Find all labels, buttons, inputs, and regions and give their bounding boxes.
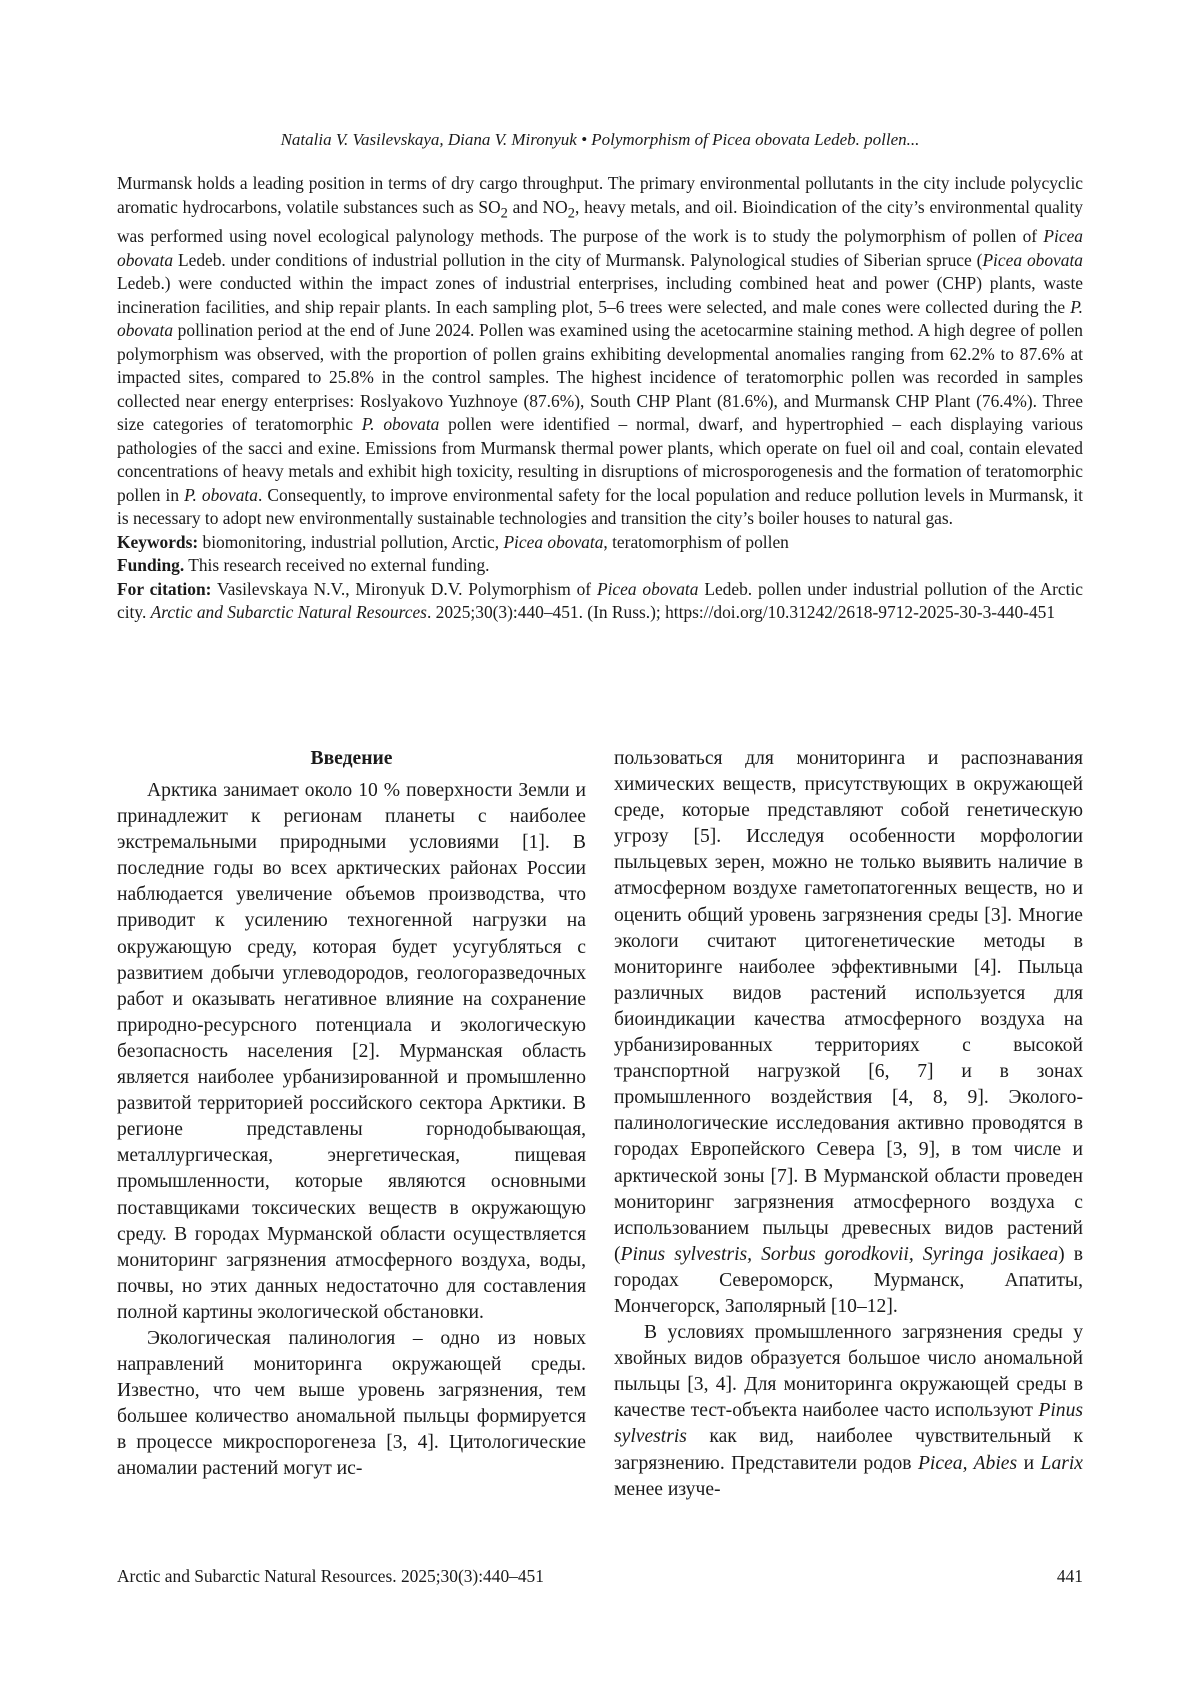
right-column	[614, 746, 1083, 1503]
running-head	[117, 130, 1083, 150]
paragraph: В условиях промышленного загрязнения среды у хвойных видов образуется большое число аномальной пыльцы [3, 4]. Для мониторинга окружающей среды в качестве тест-объекта наиболее часто используют Pinus sylvestris как вид, наиболее чувствительный к загрязнению. Представители родов Picea, Abies и Larix менее изуче-	[614, 1322, 1084, 1500]
footer-page-number: 441	[1056, 1566, 1083, 1586]
paragraph: пользоваться для мониторинга и распознавания химических веществ, присутствующих в окружающей среде, которые представляют собой генетическую угрозу [5]. Исследуя особенности морфологии пыльцевых зерен, можно не только выявить наличие в атмосферном воздухе гаметопатогенных веществ, но и оценить общий уровень загрязнения среды [3]. Многие экологи считают цитогенетические методы в мониторинге наиболее эффективными [4]. Пыльца различных видов растений используется для биоиндикации качества атмосферного воздуха на урбанизированных территориях с высокой транспортной нагрузкой [6, 7] и в зонах промышленного воздействия [4, 8, 9]. Эколого-палинологические исследования активно проводятся в городах Европейского Севера [3, 9], в том числе и арктической зоны [7]. В Мурманской области проведен мониторинг загрязнения атмосферного воздуха с использованием пыльцы древесных видов растений (Pinus sylvestris, Sorbus gorodkovii, Syringa josikaea) в городах Североморск, Мурманск, Апатиты, Мончегорск, Заполярный [10–12].	[614, 748, 1083, 1317]
funding: Funding. This research received no external funding.	[117, 555, 490, 576]
footer-journal: Arctic and Subarctic Natural Resources. 2025;30(3):440–451	[117, 1566, 544, 1586]
left-column	[117, 746, 586, 1483]
running-head-title: Polymorphism of Picea obovata Ledeb. pollen...	[591, 130, 920, 149]
paragraph: Арктика занимает около 10 % поверхности Земли и принадлежит к регионам планеты с наиболее экстремальными природными условиями [1]. В последние годы во всех арктических районах России наблюдается увеличение объемов производства, что приводит к усилению техногенной нагрузки на окружающую среду, которая будет усугубляться с развитием добычи углеводородов, геологоразведочных работ и оказывать негативное влияние на сохранение природно-ресурсного потенциала и экологическую безопасность населения [2]. Мурманская область является наиболее урбанизированной и промышленно развитой территорией российского сектора Арктики. В регионе представлены горнодобывающая, металлургическая, энергетическая, пищевая промышленности, которые являются основными поставщиками токсических веществ в окружающую среду. В городах Мурманской области осуществляется мониторинг загрязнения атмосферного воздуха, воды, почвы, но этих данных недостаточно для составления полной картины экологической обстановки.	[117, 780, 586, 1323]
section-heading: Введение	[310, 748, 393, 769]
running-head-bullet: •	[581, 130, 588, 149]
running-head-authors: Natalia V. Vasilevskaya, Diana V. Mironyuk	[280, 130, 577, 149]
citation: For citation: Vasilevskaya N.V., Mironyuk D.V. Polymorphism of Picea obovata Ledeb. pollen under industrial pollution of the Arctic city. Arctic and Subarctic Natural Resources. 2025;30(3):440–451. (In Russ.); https://doi.org/10.31242/2618-9712-2025-30-3-440-451	[117, 578, 1084, 623]
keywords: Keywords: biomonitoring, industrial pollution, Arctic, Picea obovata, teratomorphism of pollen	[117, 531, 789, 552]
abstract-text: Murmansk holds a leading position in terms of dry cargo throughput. The primary environmental pollutants in the city include polycyclic aromatic hydrocarbons, volatile substances such as $SO_2$ and $NO_2$, heavy metals, and oil. Bioindication of the city’s environmental quality was performed using novel ecological palynology methods. The purpose of the work is to study the polymorphism of pollen of Picea obovata Ledeb. under conditions of industrial pollution in the city of Murmansk. Palynological studies of Siberian spruce (Picea obovata Ledeb.) were conducted within the impact zones of industrial enterprises, including combined heat and power (CHP) plants, waste incineration facilities, and ship repair plants. In each sampling plot, 5–6 trees were selected, and male cones were collected during the P. obovata pollination period at the end of June 2024. Pollen was examined using the acetocarmine staining method. A high degree of pollen polymorphism was observed, with the proportion of pollen grains exhibiting developmental anomalies ranging from 62.2% to 87.6% at impacted sites, compared to 25.8% in the control samples. The highest incidence of teratomorphic pollen was recorded in samples collected near energy enterprises: Roslyakovo Yuzhnoye (87.6%), South CHP Plant (81.6%), and Murmansk CHP Plant (76.4%). Three size categories of teratomorphic P. obovata pollen were identified – normal, dwarf, and hypertrophied – each displaying various pathologies of the sacci and exine. Emissions from Murmansk thermal power plants, which operate on fuel oil and coal, contain elevated concentrations of heavy metals and exhibit high toxicity, resulting in disruptions of microsporogenesis and the formation of teratomorphic pollen in P. obovata. Consequently, to improve environmental safety for the local population and reduce pollution levels in Murmansk, it is necessary to adopt new environmentally sustainable technologies and transition the city’s boiler houses to natural gas.	[117, 173, 1083, 529]
paragraph: Экологическая палинология – одно из новых направлений мониторинга окружающей среды. Известно, что чем выше уровень загрязнения, тем большее количество аномальной пыльцы формируется в процессе микроспорогенеза [3, 4]. Цитологические аномалии растений могут ис-	[117, 1327, 586, 1480]
abstract	[117, 172, 1083, 625]
